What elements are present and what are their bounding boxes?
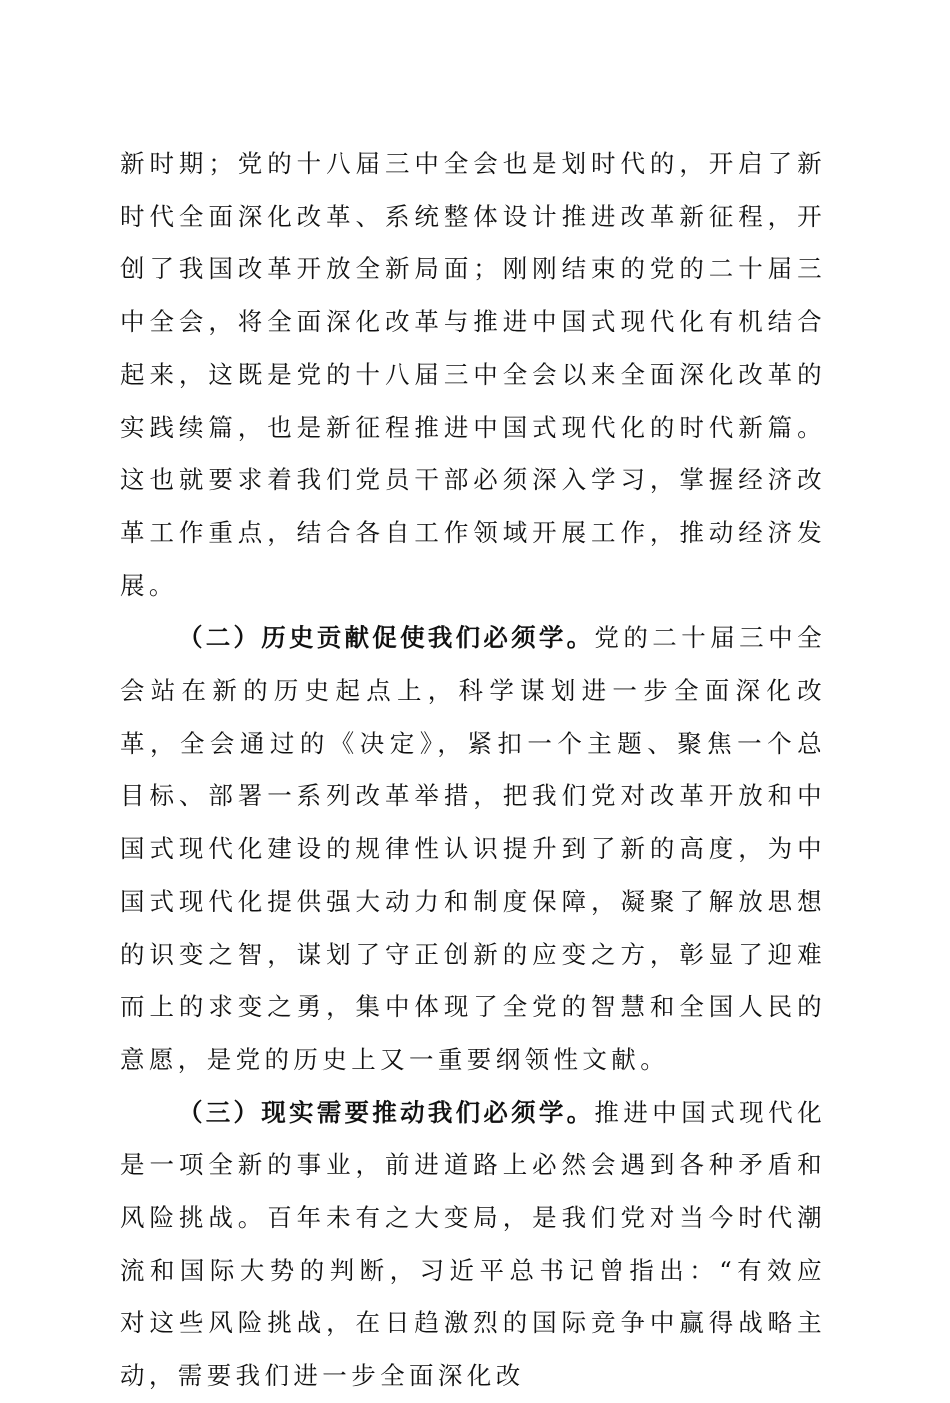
section-heading-2: （二）历史贡献促使我们必须学。: [178, 623, 595, 653]
document-body: [120, 138, 826, 1403]
paragraph-body: 推进中国式现代化是一项全新的事业，前进道路上必然会遇到各种矛盾和风险挑战。百年未有之大变局，是我们党对当今时代潮流和国际大势的判断，习近平总书记曾指出：“有效应对这些风险挑战，在日趋激烈的国际竞争中赢得战略主动，需要我们进一步全面深化改: [120, 1097, 827, 1391]
paragraph-practical-need: [120, 1087, 826, 1403]
section-heading-3: （三）现实需要推动我们必须学。: [178, 1097, 595, 1127]
paragraph-body: 新时期；党的十八届三中全会也是划时代的，开启了新时代全面深化改革、系统整体设计推进改革新征程，开创了我国改革开放全新局面；刚刚结束的党的二十届三中全会，将全面深化改革与推进中国式现代化有机结合起来，这既是党的十八届三中全会以来全面深化改革的实践续篇，也是新征程推进中国式现代化的时代新篇。这也就要求着我们党员干部必须深入学习，掌握经济改革工作重点，结合各自工作领域开展工作，推动经济发展。: [120, 149, 826, 600]
paragraph-body: 党的二十届三中全会站在新的历史起点上，科学谋划进一步全面深化改革，全会通过的《决定》，紧扣一个主题、聚焦一个总目标、部署一系列改革举措，把我们党对改革开放和中国式现代化建设的规律性认识提升到了新的高度，为中国式现代化提供强大动力和制度保障，凝聚了解放思想的识变之智，谋划了守正创新的应变之方，彰显了迎难而上的求变之勇，集中体现了全党的智慧和全国人民的意愿，是党的历史上又一重要纲领性文献。: [120, 623, 827, 1074]
paragraph-historical-contribution: [120, 612, 826, 1086]
paragraph-continuation: [120, 138, 826, 612]
